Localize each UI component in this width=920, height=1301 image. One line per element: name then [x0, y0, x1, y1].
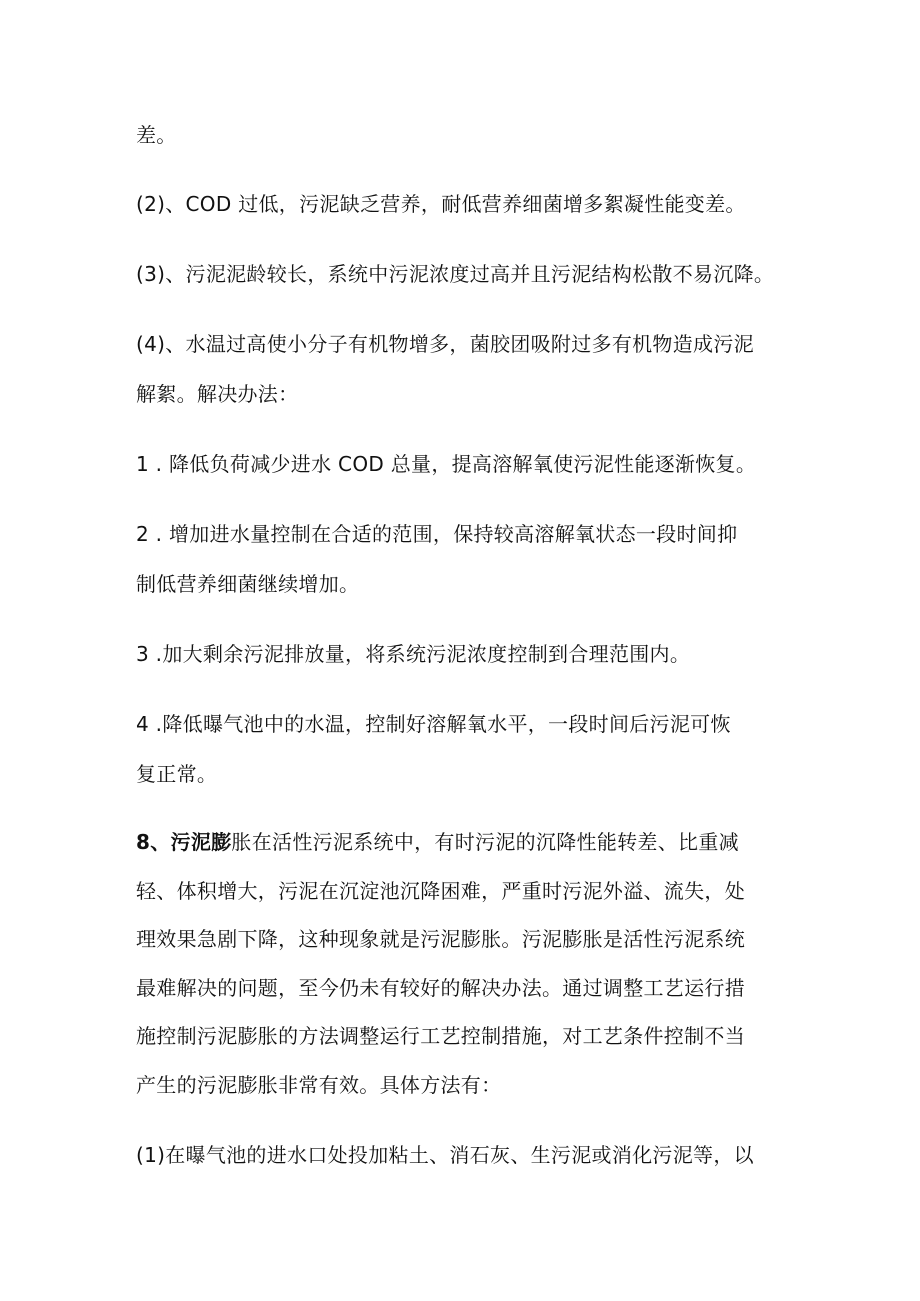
text-line: 最难解决的问题，至今仍未有较好的解决办法。通过调整工艺运行措 [136, 976, 745, 1000]
text-line: 复正常。 [136, 762, 218, 786]
section-text: 胀在活性污泥系统中，有时污泥的沉降性能转差、比重减 [231, 830, 739, 854]
text-line: 理效果急剧下降，这种现象就是污泥膨胀。污泥膨胀是活性污泥系统 [136, 927, 745, 951]
list-item: 2 . 增加进水量控制在合适的范围，保持较高溶解氧状态一段时间抑 [136, 522, 738, 546]
text-line: 施控制污泥膨胀的方法调整运行工艺控制措施，对工艺条件控制不当 [136, 1024, 745, 1048]
list-item: 3 .加大剩余污泥排放量，将系统污泥浓度控制到合理范围内。 [136, 642, 691, 666]
text-line: 解絮。解决办法： [136, 382, 299, 406]
section-paragraph-start [136, 827, 739, 857]
text-line: 轻、体积增大，污泥在沉淀池沉降困难，严重时污泥外溢、流失，处 [136, 879, 745, 903]
text-line: (3)、污泥泥龄较长，系统中污泥浓度过高并且污泥结构松散不易沉降。 [136, 262, 775, 286]
section-heading: 8、污泥膨 [136, 830, 232, 854]
text-line: (2)、COD 过低，污泥缺乏营养，耐低营养细菌增多絮凝性能变差。 [136, 192, 746, 216]
text-line: 产生的污泥膨胀非常有效。具体方法有： [136, 1073, 502, 1097]
list-item: 4 .降低曝气池中的水温，控制好溶解氧水平，一段时间后污泥可恢 [136, 712, 731, 736]
text-line: 制低营养细菌继续增加。 [136, 572, 360, 596]
text-line: (4)、水温过高使小分子有机物增多，菌胶团吸附过多有机物造成污泥 [136, 332, 754, 356]
list-item: (1)在曝气池的进水口处投加粘土、消石灰、生污泥或消化污泥等，以 [136, 1143, 754, 1167]
list-item: 1 . 降低负荷减少进水 COD 总量，提高溶解氧使污泥性能逐渐恢复。 [136, 452, 757, 476]
text-line: 差。 [136, 123, 177, 147]
